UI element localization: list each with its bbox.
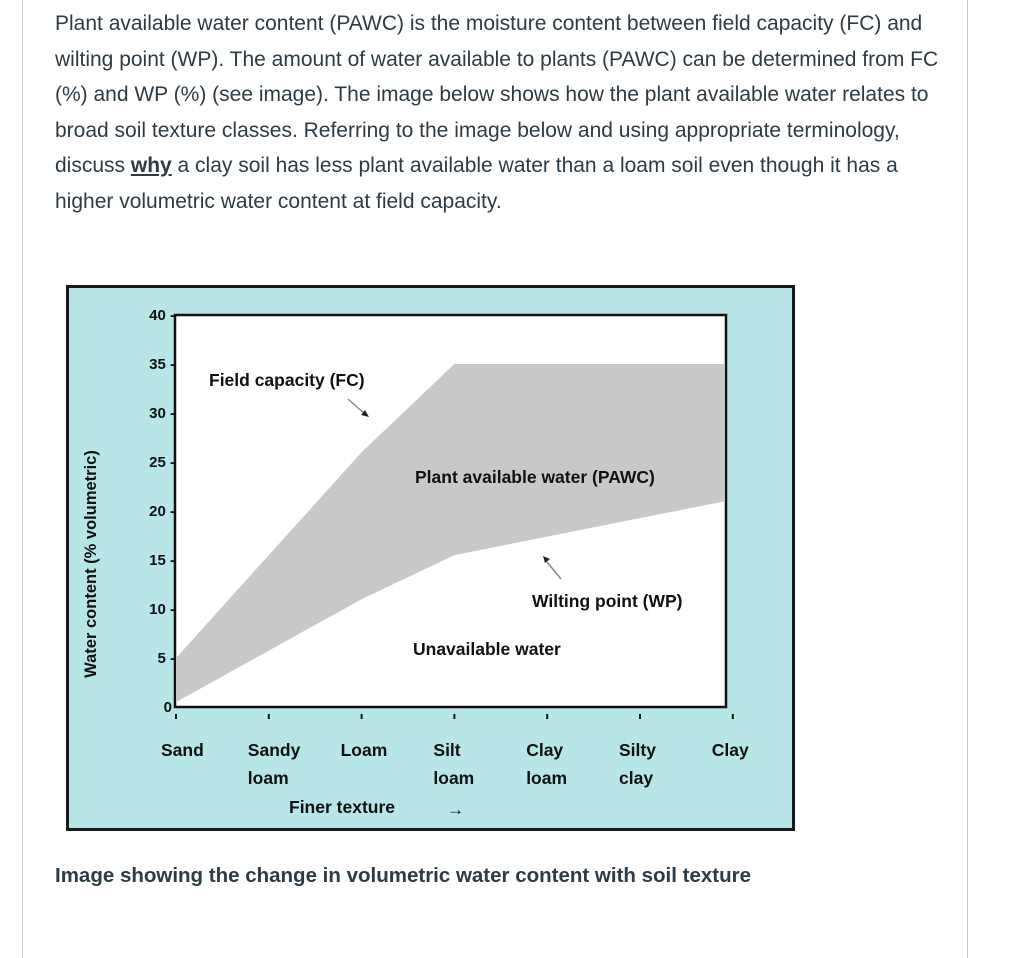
x-category-label: Sandy bbox=[247, 740, 301, 760]
soil-water-chart bbox=[66, 285, 795, 831]
figure-caption: Image showing the change in volumetric water content with soil texture bbox=[55, 864, 751, 887]
y-tick-label: 20 - bbox=[149, 503, 175, 520]
x-category-label: Clay bbox=[711, 740, 749, 760]
question-emphasis-why: why bbox=[130, 154, 172, 177]
y-tick-label: 5 - bbox=[157, 650, 175, 667]
question-text-start: Plant available water content (PAWC) is the moisture content between field capacity (FC) and wilting point (WP). The amount of water available to plants (PAWC) can be determined from FC (%) and WP (%) (see image). The image below shows how the plant available water relates to broad soil texture classes. Referring to the image below and using appropriate terminology, discuss bbox=[55, 12, 939, 177]
x-category-label-line2: clay bbox=[619, 768, 654, 788]
wp-label: Wilting point (WP) bbox=[532, 591, 683, 611]
question-text bbox=[55, 6, 945, 219]
chart-svg bbox=[69, 288, 792, 828]
fc-label: Field capacity (FC) bbox=[209, 370, 365, 390]
y-axis-label: Water content (% volumetric) bbox=[82, 450, 100, 678]
x-axis-arrow: → bbox=[447, 800, 464, 819]
x-category-label-line2: loam bbox=[247, 768, 289, 788]
x-category-label: Sand bbox=[161, 740, 204, 760]
x-axis-label: Finer texture bbox=[289, 797, 395, 817]
question-text-end: a clay soil has less plant available water than a loam soil even though it has a higher volumetric water content at field capacity. bbox=[55, 154, 898, 213]
x-category-label-line2: loam bbox=[433, 768, 475, 788]
y-tick-label: 0 bbox=[163, 699, 172, 716]
y-tick-label: 40 - bbox=[149, 307, 175, 324]
x-category-label: Silty bbox=[619, 740, 656, 760]
x-category-label: Clay bbox=[526, 740, 564, 760]
y-tick-label: 15 - bbox=[149, 552, 175, 569]
unavailable-label: Unavailable water bbox=[413, 639, 561, 659]
pawc-label: Plant available water (PAWC) bbox=[415, 467, 655, 487]
x-category-label: Loam bbox=[340, 740, 388, 760]
y-tick-label: 25 - bbox=[149, 454, 175, 471]
y-tick-label: 10 - bbox=[149, 601, 175, 618]
y-tick-label: 30 - bbox=[149, 405, 175, 422]
x-category-label: Silt bbox=[433, 740, 461, 760]
y-tick-label: 35 - bbox=[149, 356, 175, 373]
x-category-label-line2: loam bbox=[526, 768, 568, 788]
